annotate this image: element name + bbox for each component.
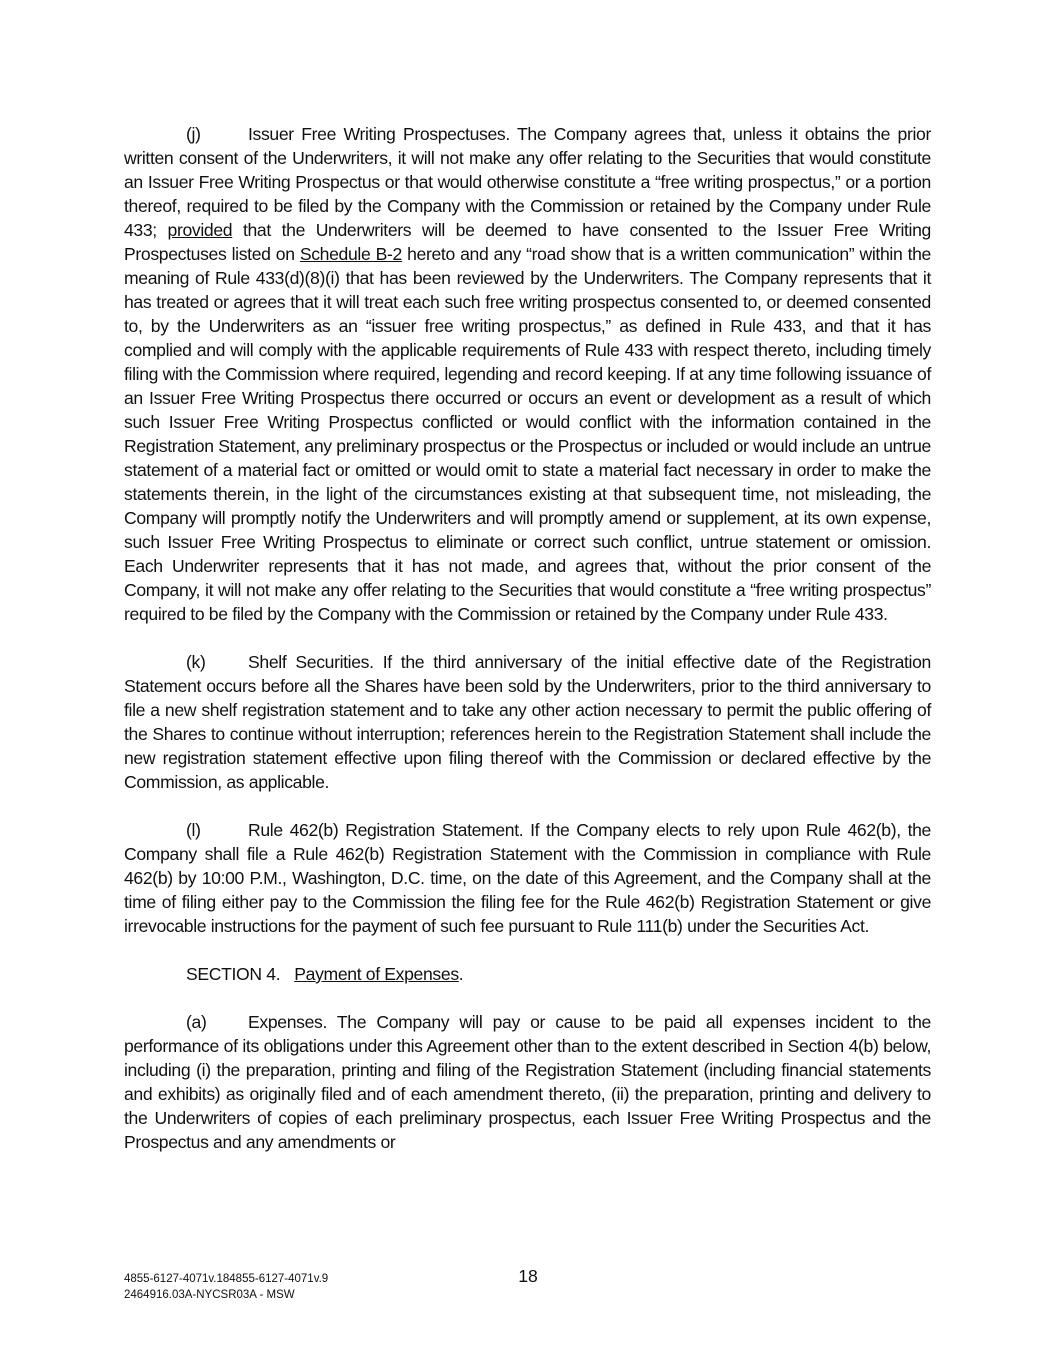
paragraph-title: Rule 462(b) Registration Statement. — [248, 820, 524, 840]
paragraph-number: (j) — [186, 124, 201, 144]
paragraph-j — [124, 122, 931, 626]
footer-doc-ids — [124, 1271, 328, 1303]
paragraph-text: The Company agrees that, unless it obtains the prior written consent of the Underwriters, it will not make any offer relating to the Securities that would constitute an Issuer Free Writing Prospectus or that would otherwise constitute a “free writing prospectus,” or a portion thereof, required to be filed by the Company with the Commission or retained by the Company under Rule 433; — [124, 124, 931, 240]
paragraph-l — [124, 818, 931, 938]
paragraph-title: Shelf Securities. — [248, 652, 374, 672]
schedule-reference: Schedule B-2 — [299, 244, 402, 264]
section-period: . — [458, 964, 464, 984]
paragraph-text: If the Company elects to rely upon Rule 462(b), the Company shall file a Rule 462(b) Registration Statement with the Commission in compliance with Rule 462(b) by 10:00 P.M., Washington, D.C. time, on the date of this Agreement, and the Company shall at the time of filing either pay to the Commission the filing fee for the Rule 462(b) Registration Statement or give irrevocable instructions for the payment of such fee pursuant to Rule 111(b) under the Securities Act. — [124, 820, 931, 936]
paragraph-number: (a) — [186, 1012, 207, 1032]
footer-doc-id: 4855-6127-4071v.184855-6127-4071v.9 — [124, 1273, 329, 1285]
footer-doc-ref: 2464916.03A-NYCSR03A - MSW — [124, 1289, 295, 1301]
paragraph-text: hereto and any “road show that is a written communication” within the meaning of Rule 433(d)(8)(i) that has been reviewed by the Underwriters. The Company represents that it has treated or agrees that it will treat each such free writing prospectus consented to, or deemed consented to, by the Underwriters as an “issuer free writing prospectus,” as defined in Rule 433, and that it has complied and will comply with the applicable requirements of Rule 433 with respect thereto, including timely filing with the Commission where required, legending and record keeping. If at any time following issuance of an Issuer Free Writing Prospectus there occurred or occurs an event or development as a result of which such Issuer Free Writing Prospectus conflicted or would conflict with the information contained in the Registration Statement, any preliminary prospectus or the Prospectus or included or would include an untrue statement of a material fact or omitted or would omit to state a material fact necessary in order to make the statements therein, in the light of the circumstances existing at that subsequent time, not misleading, the Company will promptly notify the Underwriters and will promptly amend or supplement, at its own expense, such Issuer Free Writing Prospectus to eliminate or correct such conflict, untrue statement or omission. Each Underwriter represents that it has not made, and agrees that, without the prior consent of the Company, it will not make any offer relating to the Securities that would constitute a “free writing prospectus” required to be filed by the Company with the Commission or retained by the Company under Rule 433. — [124, 244, 931, 624]
document-body — [124, 122, 931, 1178]
paragraph-text: The Company will pay or cause to be paid all expenses incident to the performance of its obligations under this Agreement other than to the extent described in Section 4(b) below, including (i) the preparation, printing and filing of the Registration Statement (including financial statements and exhibits) as originally filed and of each amendment thereto, (ii) the preparation, printing and delivery to the Underwriters of copies of each preliminary prospectus, each Issuer Free Writing Prospectus and the Prospectus and any amendments or — [124, 1012, 931, 1152]
paragraph-title: Expenses. — [248, 1012, 328, 1032]
section-heading — [124, 962, 931, 986]
paragraph-number: (l) — [186, 820, 201, 840]
paragraph-text: If the third anniversary of the initial effective date of the Registration Statement occurs before all the Shares have been sold by the Underwriters, prior to the third anniversary to file a new shelf registration statement and to take any other action necessary to permit the public offering of the Shares to continue without interruption; references herein to the Registration Statement shall include the new registration statement effective upon filing thereof with the Commission or declared effective by the Commission, as applicable. — [124, 652, 931, 792]
paragraph-k — [124, 650, 931, 794]
page-number: 18 — [518, 1266, 538, 1286]
paragraph-title: Issuer Free Writing Prospectuses. — [248, 124, 510, 144]
paragraph-number: (k) — [186, 652, 206, 672]
section-label: SECTION 4. — [186, 964, 281, 984]
paragraph-text: that the Underwriters will be deemed to have consented to the Issuer Free Writing Prospectuses listed on — [124, 220, 931, 264]
paragraph-a — [124, 1010, 931, 1154]
section-title: Payment of Expenses — [294, 964, 459, 984]
provided-term: provided — [167, 220, 233, 240]
